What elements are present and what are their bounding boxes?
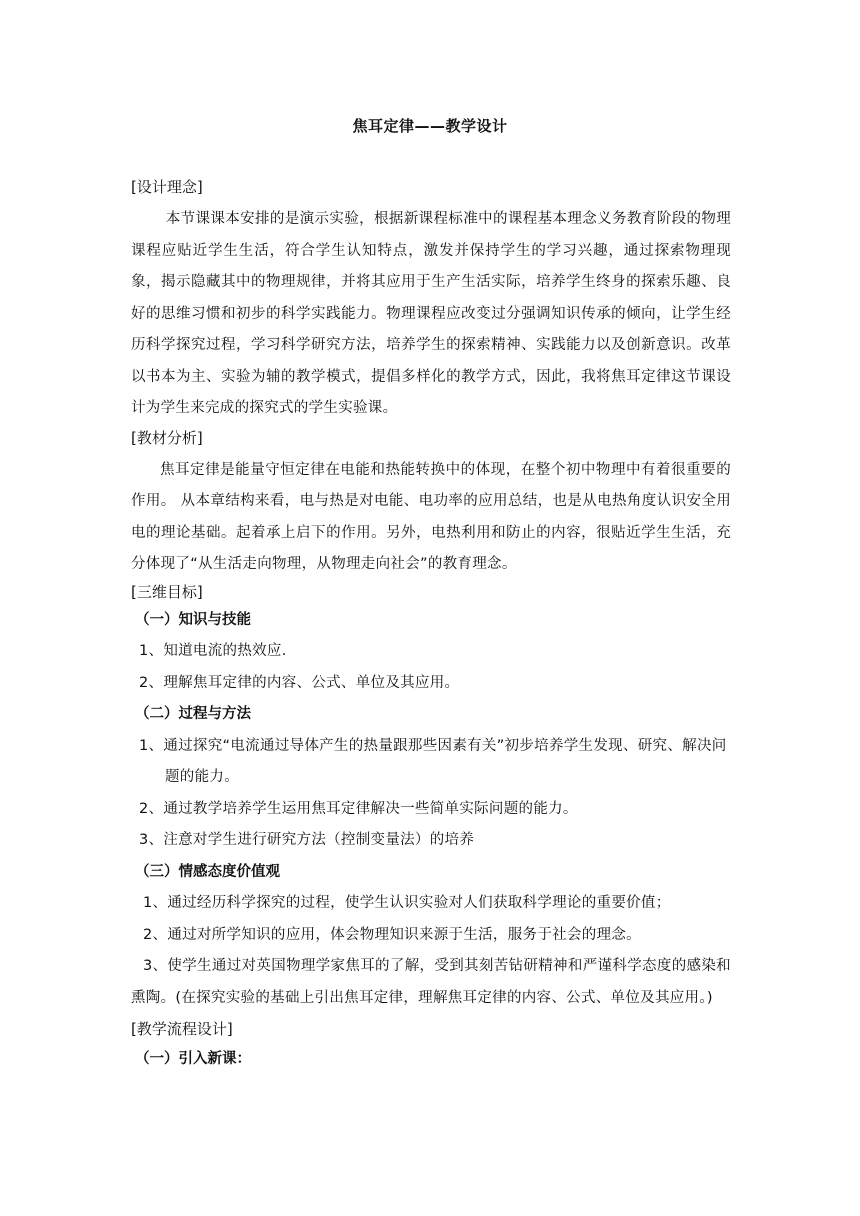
goal-knowledge-item: 2、理解焦耳定律的内容、公式、单位及其应用。 <box>139 674 460 691</box>
goal-knowledge-item: 1、知道电流的热效应. <box>139 643 287 659</box>
section-heading-goals: [三维目标] <box>131 582 203 601</box>
goal-process-item: 3、注意对学生进行研究方法（控制变量法）的培养 <box>139 832 475 848</box>
goal-emotion-item: 2、通过对所学知识的应用，体会物理知识来源于生活，服务于社会的理念。 <box>143 926 641 943</box>
concept-paragraph: 本节课课本安排的是演示实验，根据新课程标准中的课程基本理念义务教育阶段的物理课程应贴近学生生活，符合学生认知特点，激发并保持学生的学习兴趣，通过探索物理现象，揭示隐藏其中的物理规律，并将其应用于生产生活实际，培养学生终身的探索乐趣、良好的思维习惯和初步的科学实践能力。物理课程应改变过分强调知识传承的倾向，让学生经历科学探究过程，学习科学研究方法，培养学生的探索精神、实践能力以及创新意识。改革以书本为主、实验为辅的教学模式，提倡多样化的教学方式，因此，我将焦耳定律这节课设计为学生来完成的探究式的学生实验课。 <box>131 211 731 416</box>
goal-emotion-title: （三）情感态度价值观 <box>135 863 280 880</box>
goal-emotion-item: 3、使学生通过对英国物理学家焦耳的了解，受到其刻苦钻研精神和严谨科学态度的感染和熏陶。(在探究实验的基础上引出焦耳定律，理解焦耳定律的内容、公式、单位及其应用。) <box>131 958 731 1006</box>
goal-process-item: 1、通过探究“电流通过导体产生的热量跟那些因素有关”初步培养学生发现、研究、解决问题的能力。 <box>139 737 727 785</box>
document-title: 焦耳定律——教学设计 <box>352 117 508 135</box>
goal-emotion-item: 1、通过经历科学探究的过程，使学生认识实验对人们获取科学理论的重要价值； <box>143 895 671 911</box>
goal-process-title: （二）过程与方法 <box>135 706 251 722</box>
section-heading-material: [教材分析] <box>131 428 203 447</box>
document-body <box>131 174 731 1076</box>
flow-sub-title: （一）引入新课： <box>135 1051 251 1067</box>
section-heading-concept: [设计理念] <box>131 178 203 196</box>
section-heading-flow: [教学流程设计] <box>131 1020 233 1038</box>
material-paragraph: 焦耳定律是能量守恒定律在电能和热能转换中的体现，在整个初中物理中有着很重要的作用。 从本章结构来看，电与热是对电能、电功率的应用总结，也是从电热角度认识安全用电的理论基础。起着承上启下的作用。另外，电热利用和防止的内容，很贴近学生生活，充分体现了“从生活走向物理，从物理走向社会”的教育理念。 <box>131 461 731 572</box>
goal-knowledge-title: （一）知识与技能 <box>135 611 251 628</box>
goal-process-item: 2、通过教学培养学生运用焦耳定律解决一些简单实际问题的能力。 <box>139 800 578 817</box>
